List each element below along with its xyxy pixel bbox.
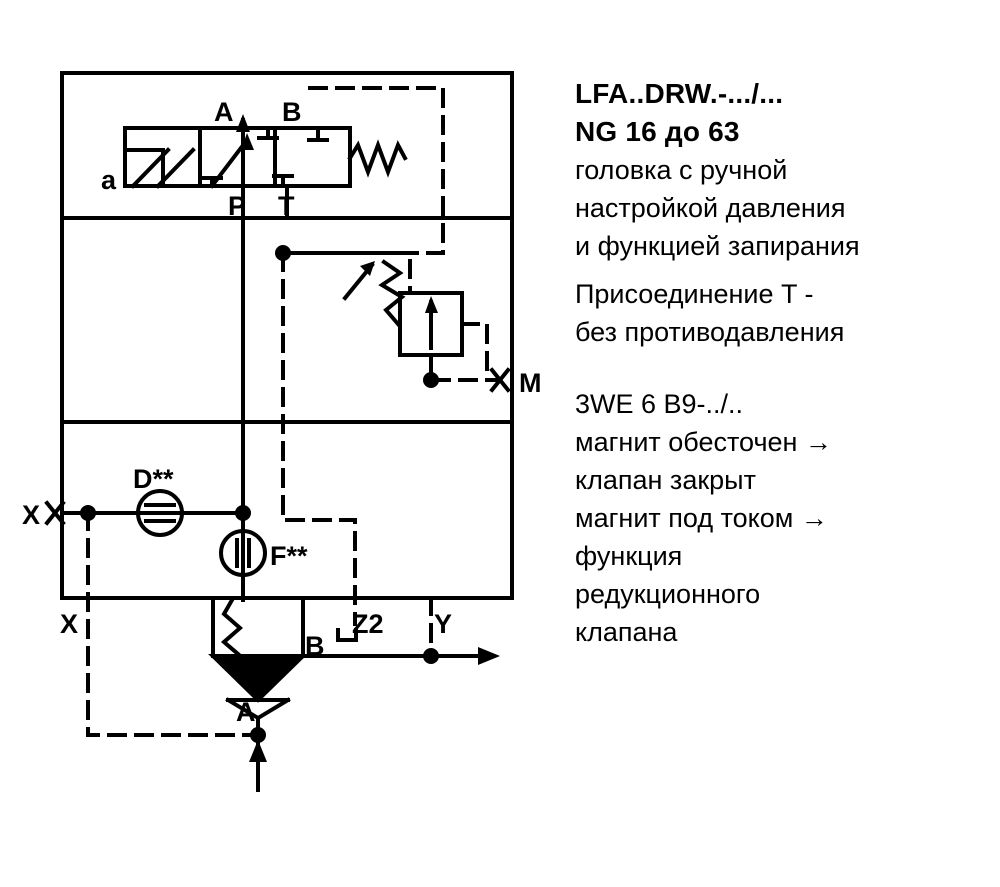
spacer-1 [575,265,985,275]
label-port-F: F** [270,541,308,571]
junction-dot-M [423,372,439,388]
main-poppet-seat-right [258,700,288,718]
description-line-1: головка с ручной [575,155,788,185]
state-line-3: магнит под током → [575,503,828,533]
main-poppet-cone [213,656,303,700]
spacer-2 [575,351,985,385]
label-port-D: D** [133,464,174,494]
state-line-4: функция [575,541,683,571]
state-line-6: клапана [575,617,678,647]
state-line-1: магнит обесточен → [575,427,832,457]
state-line-5: редукционного [575,579,761,609]
junction-dot-X-left [80,505,96,521]
label-port-X-bottom: X [60,609,79,639]
port-note-line-2: без противодавления [575,317,845,347]
size-range: NG 16 до 63 [575,116,740,147]
pilot-valve-arrowhead [425,296,438,313]
junction-dot-X-A [235,505,251,521]
label-port-B-main: B [305,631,325,661]
junction-dot-pilot-top [275,245,291,261]
label-port-Z2: Z2 [352,609,384,639]
line-B-outlet-arrowhead [478,647,500,665]
label-solenoid-a: a [101,165,117,195]
label-port-P: P [228,191,247,221]
label-port-A-main: A [236,697,256,727]
dashed-pilot-line-3 [462,324,487,380]
label-port-M: M [519,368,542,398]
label-port-T: T [278,191,295,221]
valve-mid-vertical-arrowhead [236,114,250,132]
main-poppet-spring [224,600,240,654]
solenoid-actuator-box [125,150,163,186]
state-line-2: клапан закрыт [575,465,756,495]
line-A-inlet-arrowhead [249,740,267,762]
valve-return-spring [350,145,405,172]
label-port-B-top: B [282,97,302,127]
dashed-pilot-line-M [431,355,500,380]
label-port-A-top: A [214,97,234,127]
dashed-pilot-line-2 [283,253,410,293]
description-panel [575,75,985,651]
valve-designation: 3WE 6 B9-../.. [575,389,744,419]
label-port-X-left: X [22,500,41,530]
junction-dot-A-bottom [250,727,266,743]
junction-dot-Y-B [423,648,439,664]
label-port-Y: Y [434,609,453,639]
description-line-3: и функцией запирания [575,231,860,261]
pilot-adjust-arrowhead [360,261,375,276]
port-note-line-1: Присоединение T - [575,279,814,309]
description-line-2: настройкой давления [575,193,846,223]
model-designation: LFA..DRW.-.../... [575,78,784,109]
